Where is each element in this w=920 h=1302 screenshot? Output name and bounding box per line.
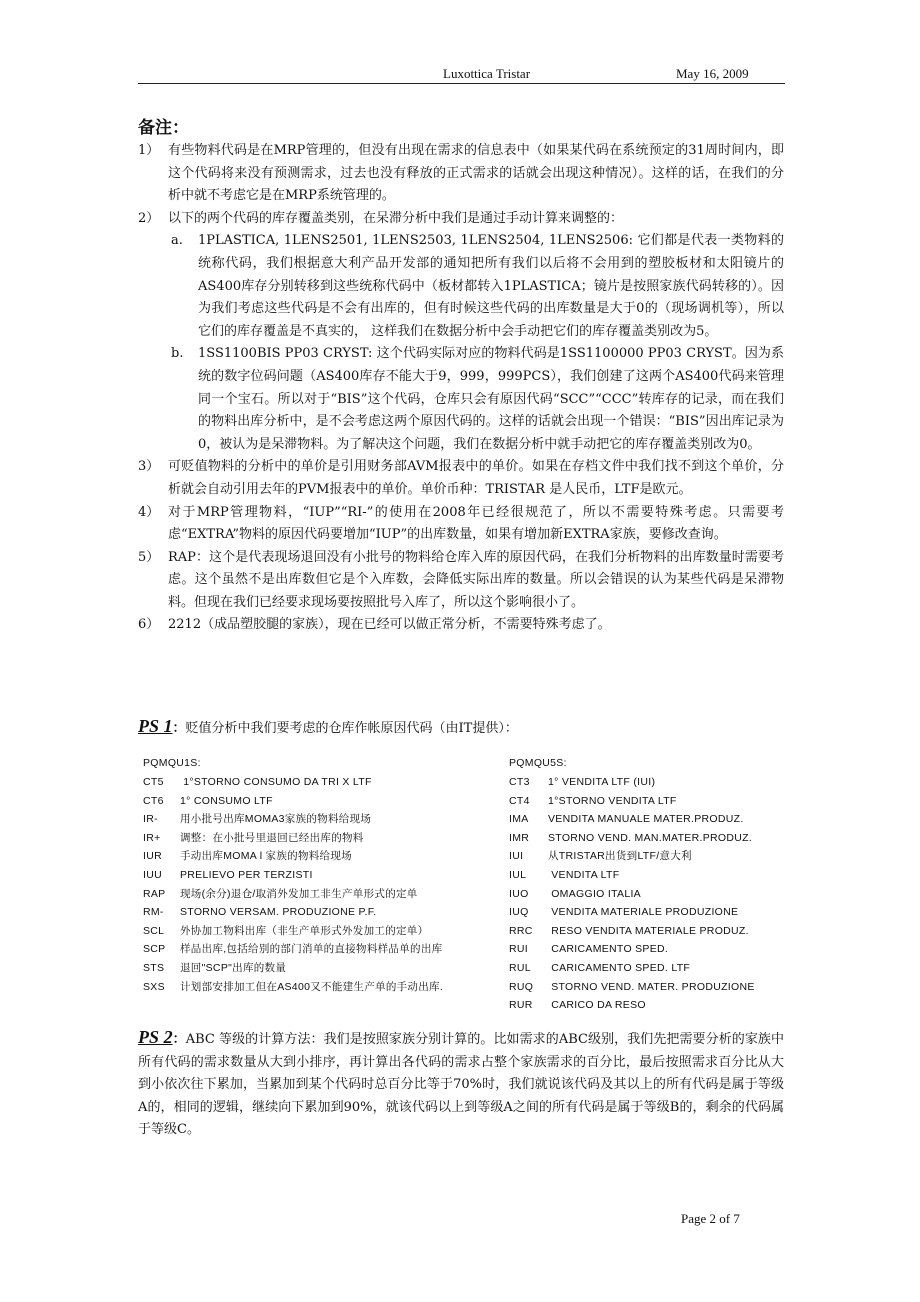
reason-description: 现场(余分)退仓/取消外发加工非生产单形式的定单 — [180, 887, 418, 900]
code-list-pqmqu1s — [143, 754, 498, 996]
reason-code: CT3 — [509, 776, 530, 788]
note-text: 可贬值物料的分析中的单价是引用财务部AVM报表中的单价。如果在存档文件中我们找不到这个单价，分析就会自动引用去年的PVM报表中的单价。单价币种：TRISTAR 是人民币，LTF是欧元。 — [168, 459, 784, 497]
code-row — [509, 829, 799, 848]
note-number: 4） — [138, 504, 160, 520]
reason-description: STORNO VERSAM. PRODUZIONE P.F. — [180, 906, 377, 919]
code-row — [509, 940, 799, 959]
code-list-title: PQMQU1S: — [143, 757, 201, 769]
page-header — [138, 64, 785, 84]
code-list-pqmqu5s — [509, 754, 799, 1015]
note-item — [138, 547, 784, 615]
note-text: 2212（成品塑胶腿的家族），现在已经可以做正常分析，不需要特殊考虑了。 — [168, 617, 611, 633]
reason-code: SCP — [143, 943, 166, 956]
reason-code: STS — [143, 961, 165, 974]
code-row — [509, 996, 799, 1015]
page-number: Page 2 of 7 — [681, 1211, 740, 1226]
ps2-label: PS 2 — [138, 1027, 173, 1047]
code-row — [143, 773, 498, 792]
note-number: 3） — [138, 459, 160, 475]
ps2-paragraph — [138, 1026, 784, 1142]
code-row — [143, 885, 498, 904]
reason-code: IMR — [509, 831, 530, 844]
reason-code: IUO — [509, 887, 529, 900]
reason-description: 1° VENDITA LTF (IUI) — [548, 776, 656, 788]
reason-code: IUI — [509, 850, 524, 863]
code-list-title: PQMQU5S: — [509, 757, 567, 769]
reason-description: 外协加工物料出库（非生产单形式外发加工的定单） — [180, 924, 429, 937]
code-row — [509, 978, 799, 997]
reason-code: CT5 — [143, 776, 164, 788]
header-date: May 16, 2009 — [676, 66, 749, 81]
note-item — [138, 140, 784, 208]
note-number: 2） — [138, 210, 160, 226]
code-row — [143, 940, 498, 959]
code-row — [143, 903, 498, 922]
subnote-letter: b. — [171, 346, 184, 362]
reason-code: IR+ — [143, 831, 161, 844]
note-number: 5） — [138, 549, 160, 565]
reason-description: STORNO VEND. MAN.MATER.PRODUZ. — [548, 831, 753, 844]
reason-code: CT6 — [143, 794, 164, 807]
subnote-item — [138, 230, 784, 343]
ps1-label: PS 1 — [138, 716, 173, 736]
code-row — [509, 847, 799, 866]
reason-code: RM- — [143, 906, 164, 919]
ps2-text: ABC 等级的计算方法：我们是按照家族分别计算的。比如需求的ABC级别，我们先把需要分析的家族中所有代码的需求数量从大到小排序，再计算出各代码的需求占整个家族需求的百分比，最后按照需求百分比从大到小依次往下累加，当累加到某个代码时总百分比等于70%时，我们就说该代码及其以上的所有代码是属于等级A的，相同的逻辑，继续向下累加到90%，就该代码以上到等级A之间的所有代码是属于等级B的，剩余的代码属于等级C。 — [138, 1032, 784, 1138]
reason-description: 1°STORNO CONSUMO DA TRI X LTF — [180, 776, 372, 788]
reason-description: PRELIEVO PER TERZISTI — [180, 868, 313, 881]
reason-code: RRC — [509, 924, 533, 937]
reason-code: CT4 — [509, 794, 530, 807]
code-row — [509, 885, 799, 904]
reason-description: CARICAMENTO SPED. LTF — [548, 961, 691, 974]
reason-description: 样品出库,包括给别的部门消单的直接物料样品单的出库 — [180, 943, 443, 956]
reason-description: VENDITA MANUALE MATER.PRODUZ. — [548, 813, 744, 826]
reason-description: 用小批号出库MOMA3家族的物料给现场 — [180, 813, 372, 826]
note-text: 有些物料代码是在MRP管理的，但没有出现在需求的信息表中（如果某代码在系统预定的31周时间内，即这个代码将来没有预测需求，过去也没有释放的正式需求的话就会出现这种情况）。这样的话，在我们的分析中就不考虑它是在MRP系统管理的。 — [168, 143, 784, 204]
code-row — [509, 810, 799, 829]
note-item — [138, 208, 784, 231]
reason-code: IMA — [509, 813, 529, 826]
reason-description: OMAGGIO ITALIA — [548, 887, 641, 900]
reason-code: RUR — [509, 999, 533, 1012]
reason-code: IUR — [143, 850, 162, 863]
reason-code: IUU — [143, 868, 162, 881]
reason-code: IUQ — [509, 906, 529, 919]
code-row — [143, 792, 498, 811]
code-row — [143, 922, 498, 941]
reason-code: RUI — [509, 943, 528, 956]
reason-description: VENDITA MATERIALE PRODUZIONE — [548, 906, 739, 919]
reason-description: RESO VENDITA MATERIALE PRODUZ. — [548, 924, 749, 937]
reason-code: RUQ — [509, 980, 534, 993]
reason-description: 调整：在小批号里退回已经出库的物料 — [180, 831, 364, 844]
code-row — [143, 866, 498, 885]
reason-description: STORNO VEND. MATER. PRODUZIONE — [548, 980, 755, 993]
reason-description: 1°STORNO VENDITA LTF — [548, 794, 677, 807]
note-item — [138, 456, 784, 501]
code-row — [509, 922, 799, 941]
note-text: 对于MRP管理物料，“IUP”“RI-”的使用在2008年已经很规范了，所以不需要特殊考虑。只需要考虑“EXTRA”物料的原因代码要增加“IUP”的出库数量，如果有增加新EXTRA家族，要修改查询。 — [168, 504, 784, 543]
code-row — [509, 866, 799, 885]
code-row — [143, 847, 498, 866]
code-row — [143, 810, 498, 829]
code-row — [509, 903, 799, 922]
ps1-colon: ： — [172, 721, 186, 736]
reason-description: 退回"SCP"出库的数量 — [180, 961, 287, 974]
section-title: 备注： — [138, 118, 189, 138]
reason-code: RUL — [509, 961, 531, 974]
note-text: 以下的两个代码的库存覆盖类别，在呆滞分析中我们是通过手动计算来调整的： — [168, 210, 624, 226]
reason-description: 1° CONSUMO LTF — [180, 794, 273, 807]
reason-code: IR- — [143, 813, 158, 826]
reason-description: 计划部安排加工但在AS400又不能建生产单的手动出库. — [180, 980, 444, 993]
reason-code: SCL — [143, 924, 165, 937]
note-number: 1） — [138, 143, 160, 158]
reason-description: 从TRISTAR出货到LTF/意大利 — [548, 850, 692, 863]
subnote-item — [138, 343, 784, 456]
ps2-colon: ： — [172, 1032, 186, 1047]
reason-description: VENDITA LTF — [548, 868, 620, 881]
reason-description: CARICO DA RESO — [548, 999, 646, 1012]
code-row — [143, 829, 498, 848]
code-row — [509, 959, 799, 978]
ps1-paragraph — [138, 715, 784, 741]
subnote-text: 1PLASTICA, 1LENS2501, 1LENS2503, 1LENS2504, 1LENS2506: 它们都是代表一类物料的统称代码，我们根据意大利产品开发部的通知把所有我们以后将不会用到的塑胶板材和太阳镜片的AS400库存分别转移到这些统称代码中（板材都转入1PLASTICA；镜片是按照家族代码转移的）。因为我们考虑这些代码是不会有出库的，但有时候这些代码的出库数量是大于0的（现场调机等），所以它们的库存覆盖是不真实的， 这样我们在数据分析中会手动把它们的库存覆盖类别改为5。 — [198, 233, 784, 339]
reason-code: RAP — [143, 887, 166, 900]
subnote-letter: a. — [171, 233, 183, 249]
ps1-text: 贬值分析中我们要考虑的仓库作帐原因代码（由IT提供）： — [185, 721, 518, 736]
reason-description: CARICAMENTO SPED. — [548, 943, 669, 956]
reason-code: SXS — [143, 980, 165, 993]
note-item — [138, 502, 784, 547]
note-number: 6） — [138, 617, 160, 633]
code-row — [143, 959, 498, 978]
subnote-text: 1SS1100BIS PP03 CRYST: 这个代码实际对应的物料代码是1SS1100000 PP03 CRYST。因为系统的数字位码问题（AS400库存不能大于9，999，999PCS），我们创建了这两个AS400代码来管理同一个宝石。所以对于“BIS”这个代码，仓库只会有原因代码“SCC”“CCC”转库存的记录，而在我们的物料出库分析中，是不会考虑这两个原因代码的。这样的话就会出现一个错误：“BIS”因出库记录为0，被认为是呆滞物料。为了解决这个问题，我们在数据分析中就手动把它的库存覆盖类别改为0。 — [198, 346, 784, 452]
note-text: RAP：这个是代表现场退回没有小批号的物料给仓库入库的原因代码，在我们分析物料的出库数量时需要考虑。这个虽然不是出库数但它是个入库数，会降低实际出库的数量。所以会错误的认为某些代码是呆滞物料。但现在我们已经要求现场要按照批号入库了，所以这个影响很小了。 — [168, 549, 784, 610]
code-row — [509, 792, 799, 811]
code-row — [143, 978, 498, 997]
note-item — [138, 614, 784, 637]
code-row — [509, 773, 799, 792]
notes-list — [138, 140, 784, 637]
reason-code: IUL — [509, 868, 527, 881]
header-company: Luxottica Tristar — [443, 66, 531, 81]
reason-description: 手动出库MOMA l 家族的物料给现场 — [180, 850, 352, 863]
